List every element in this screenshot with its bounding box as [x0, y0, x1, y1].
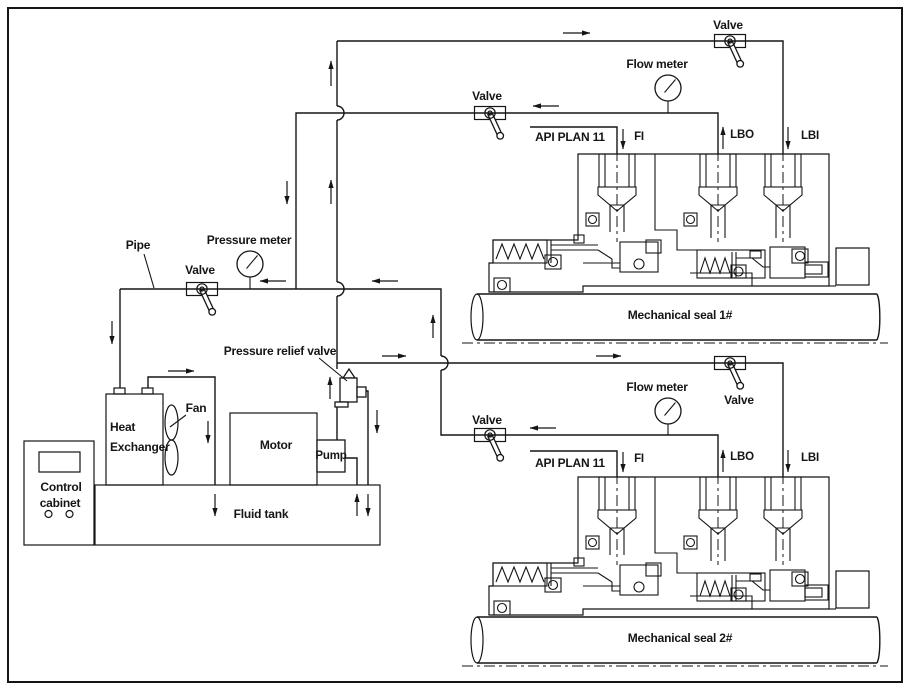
valve-label: Valve [472, 89, 502, 103]
pressure-relief-valve-label: Pressure relief valve [223, 344, 337, 358]
pressure-meter-label: Pressure meter [206, 233, 292, 247]
lbo-label: LBO [730, 451, 754, 463]
flow-meter-icon [655, 75, 681, 101]
flow-meter-label: Flow meter [626, 57, 688, 71]
valve-label: Valve [713, 18, 743, 32]
flow-meter-icon [655, 398, 681, 424]
valve-label: Valve [185, 263, 215, 277]
heat-exchanger-label-line1: Heat [110, 420, 136, 434]
api-plan-label: API PLAN 11 [535, 130, 605, 144]
lbi-label: LBI [801, 452, 819, 464]
flow-meter-label: Flow meter [626, 380, 688, 394]
fluid-tank-label: Fluid tank [233, 507, 289, 521]
seal-2-label: Mechanical seal 2# [627, 631, 733, 645]
pipe-label: Pipe [125, 238, 151, 252]
pump-label: Pump [315, 450, 347, 462]
fan-label: Fan [185, 401, 207, 415]
lbo-label: LBO [730, 129, 754, 141]
fi-label: FI [634, 131, 644, 143]
heat-exchanger-label-line2: Exchanger [110, 440, 170, 454]
motor-label: Motor [259, 438, 293, 452]
drawing-border [8, 8, 902, 682]
api-plan-label: API PLAN 11 [535, 456, 605, 470]
valve-label: Valve [472, 413, 502, 427]
pressure-gauge-icon [237, 251, 263, 277]
valve-label: Valve [724, 393, 754, 407]
fi-label: FI [634, 453, 644, 465]
seal-1-label: Mechanical seal 1# [627, 308, 733, 322]
lbi-label: LBI [801, 130, 819, 142]
control-cabinet-label-line1: Control [40, 480, 82, 494]
control-cabinet-label-line2: cabinet [39, 496, 81, 510]
